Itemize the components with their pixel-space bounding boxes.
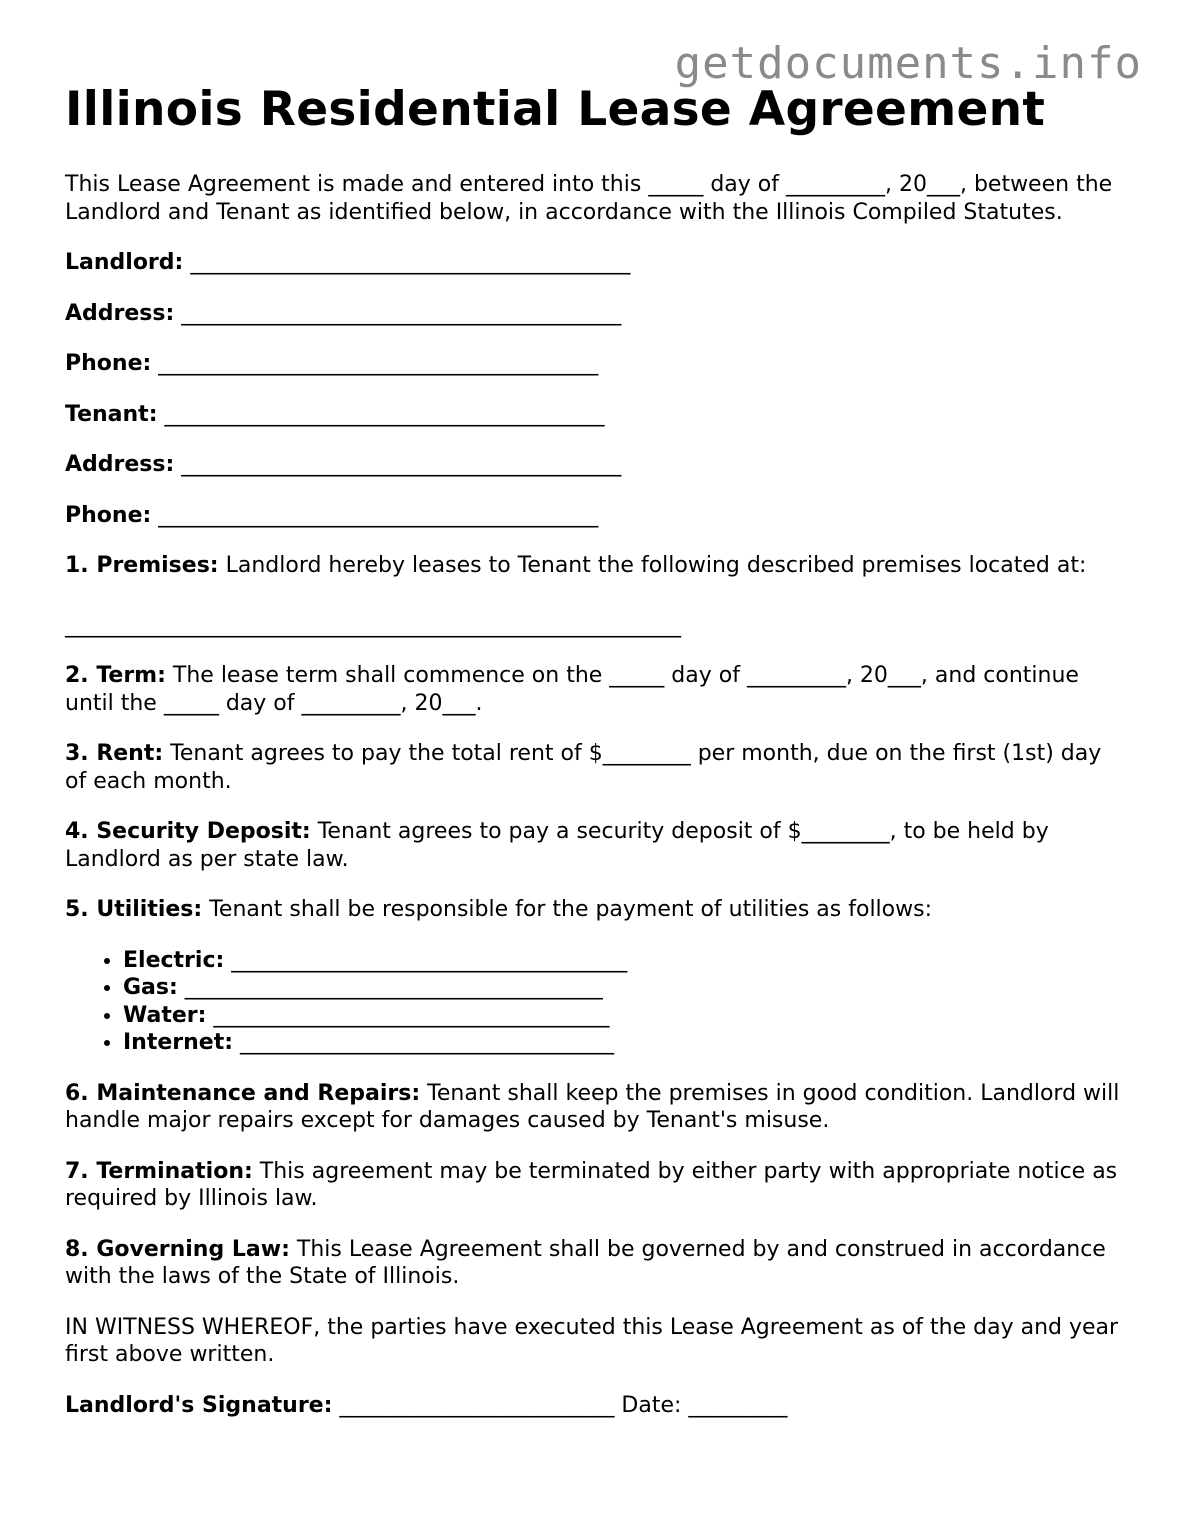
section-heading: 4. Security Deposit: (65, 819, 311, 844)
field-blank: ________________________________________ (158, 351, 599, 376)
tenant-field (65, 401, 1125, 429)
field-blank: ________________________________________ (181, 452, 622, 477)
utility-blank: __________________________________ (240, 1030, 615, 1055)
section-heading: 6. Maintenance and Repairs: (65, 1080, 421, 1106)
utility-label: Electric: (123, 947, 225, 973)
section-text: Tenant shall keep the premises in good condition. Landlord will handle major repairs except for damages caused by Tenant's misuse. (65, 1080, 1120, 1133)
date-blank: _________ (688, 1392, 788, 1418)
signature-label: Landlord's Signature: (65, 1392, 333, 1418)
landlord-field (65, 249, 1125, 277)
utility-blank: ____________________________________ (213, 1002, 610, 1028)
utility-blank: ______________________________________ (184, 975, 603, 1000)
watermark: getdocuments.info (674, 38, 1142, 89)
list-item (123, 1002, 1125, 1030)
tenant-phone-field (65, 502, 1125, 530)
section-governing-law (65, 1236, 1125, 1291)
utility-label: Water: (123, 1002, 207, 1028)
section-heading: 1. Premises: (65, 553, 219, 578)
section-text: The lease term shall commence on the _____ day of _________, 20___, and continue until the _____ day of _________, 20___. (65, 663, 1079, 716)
utility-label: Internet: (123, 1030, 234, 1055)
document-page (65, 80, 1125, 1419)
field-label: Address: (65, 452, 175, 477)
field-label: Phone: (65, 351, 152, 376)
section-heading: 8. Governing Law: (65, 1236, 290, 1262)
section-maintenance (65, 1080, 1125, 1135)
landlord-phone-field (65, 350, 1125, 378)
field-label: Phone: (65, 502, 152, 528)
signature-line (65, 1392, 1125, 1420)
section-premises (65, 552, 1125, 580)
list-item (123, 974, 1125, 1002)
utility-blank: ____________________________________ (231, 947, 628, 973)
field-label: Tenant: (65, 401, 158, 427)
premises-address-blank: ________________________________________________________ (65, 612, 681, 638)
section-text: Tenant shall be responsible for the payment of utilities as follows: (209, 897, 932, 922)
field-blank: ________________________________________ (190, 250, 631, 275)
section-text: Tenant agrees to pay a security deposit of $________, to be held by Landlord as per state law. (65, 819, 1049, 872)
utilities-list (65, 947, 1125, 1057)
section-text: Tenant agrees to pay the total rent of $________ per month, due on the first (1st) day of each month. (65, 741, 1102, 794)
section-heading: 2. Term: (65, 663, 166, 688)
section-termination (65, 1158, 1125, 1213)
section-security-deposit (65, 818, 1125, 873)
intro-paragraph: This Lease Agreement is made and entered into this _____ day of _________, 20___, between the Landlord and Tenant as identified below, in accordance with the Illinois Compiled Statutes. (65, 172, 1113, 225)
date-label: Date: (621, 1392, 682, 1418)
section-utilities (65, 896, 1125, 924)
field-blank: ________________________________________ (181, 300, 622, 326)
field-label: Landlord: (65, 250, 184, 275)
parties-block (65, 249, 1125, 529)
list-item (123, 1029, 1125, 1057)
section-heading: 7. Termination: (65, 1158, 253, 1184)
section-text: This agreement may be terminated by either party with appropriate notice as required by Illinois law. (65, 1158, 1118, 1211)
field-label: Address: (65, 300, 175, 326)
tenant-address-field (65, 451, 1125, 479)
section-text: This Lease Agreement shall be governed by and construed in accordance with the laws of the State of Illinois. (65, 1236, 1106, 1289)
field-blank: ________________________________________ (164, 401, 605, 427)
field-blank: ________________________________________ (158, 502, 599, 528)
section-term (65, 662, 1125, 717)
signature-blank: _________________________ (339, 1392, 615, 1418)
section-heading: 5. Utilities: (65, 897, 203, 922)
witness-paragraph: IN WITNESS WHEREOF, the parties have executed this Lease Agreement as of the day and year first above written. (65, 1314, 1119, 1367)
section-text: Landlord hereby leases to Tenant the following described premises located at: (225, 553, 1087, 578)
section-heading: 3. Rent: (65, 741, 164, 766)
list-item (123, 947, 1125, 975)
landlord-address-field (65, 300, 1125, 328)
utility-label: Gas: (123, 975, 178, 1000)
document-title: Illinois Residential Lease Agreement (65, 82, 1046, 137)
section-rent (65, 740, 1125, 795)
